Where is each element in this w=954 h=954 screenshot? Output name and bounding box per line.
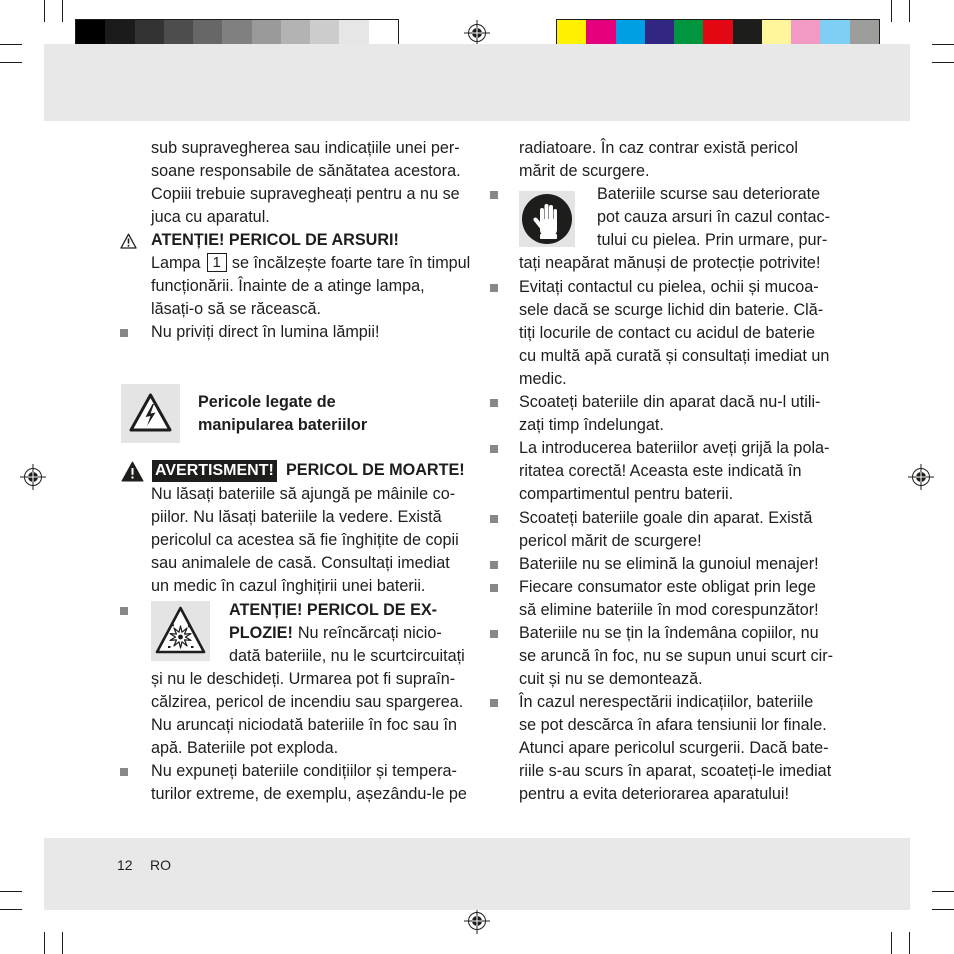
- registration-mark-icon: [464, 20, 490, 46]
- text-line: zați timp îndelungat.: [519, 416, 664, 434]
- crop-mark: [62, 0, 63, 22]
- text-line: [229, 622, 442, 645]
- text-fragment: Lampa: [151, 254, 201, 272]
- bullet-square: [490, 630, 498, 638]
- text-line: Bateriile scurse sau deteriorate: [597, 185, 821, 203]
- text-line: medic.: [519, 370, 567, 388]
- crop-mark: [0, 44, 22, 45]
- bullet-square: [490, 515, 498, 523]
- protective-gloves-icon: [519, 191, 575, 247]
- text-line: lăsați-o să se răcească.: [151, 300, 322, 318]
- text-line: Fiecare consumator este obligat prin lege: [519, 578, 816, 596]
- warning-badge: AVERTISMENT!: [152, 460, 277, 482]
- text-line: Atunci apare pericolul scurgerii. Dacă bate-: [519, 739, 829, 757]
- text-line: Nu expuneți bateriile condițiilor și tempera-: [151, 762, 457, 780]
- text-line: pericol mărit de scurgere!: [519, 532, 702, 550]
- text-line: radiatoare. În caz contrar există pericol: [519, 139, 798, 157]
- warning-filled-icon: [121, 461, 144, 482]
- text-line: Scoateți bateriile goale din aparat. Există: [519, 509, 813, 527]
- text-line: turilor extreme, de exemplu, așezându-le pe: [151, 785, 467, 803]
- bullet-square: [490, 699, 498, 707]
- crop-mark: [44, 932, 45, 954]
- text-line: compartimentul pentru baterii.: [519, 485, 734, 503]
- bullet-square: [490, 584, 498, 592]
- text-line: riile s-au scurs în aparat, scoateți-le imediat: [519, 762, 832, 780]
- section-title: Pericole legate de: [198, 393, 336, 411]
- text-line: sau animalele de casă. Consultați imediat: [151, 554, 450, 572]
- part-reference-number: 1: [207, 253, 227, 272]
- bullet-square: [490, 191, 498, 199]
- explosion-warning-title: ATENȚIE! PERICOL DE EX-: [229, 601, 438, 619]
- header-band: [44, 44, 910, 121]
- text-line: călzirea, pericol de incendiu sau spargerea.: [151, 693, 464, 711]
- crop-mark: [932, 44, 954, 45]
- text-line: juca cu aparatul.: [151, 208, 270, 226]
- language-code: RO: [150, 857, 171, 873]
- explosion-hazard-icon: [151, 601, 210, 661]
- bullet-square: [490, 284, 498, 292]
- bullet-square: [120, 607, 128, 615]
- crop-mark: [891, 932, 892, 954]
- text-line: și nu le deschideți. Urmarea pot fi supraîn-: [151, 670, 456, 688]
- text-line: pot cauza arsuri în cazul contac-: [597, 208, 831, 226]
- text-line: sub supravegherea sau indicațiile unei per-: [151, 139, 460, 157]
- bullet-square: [490, 561, 498, 569]
- crop-mark: [909, 932, 910, 954]
- text-line: un medic în cazul înghițirii unei baterii.: [151, 577, 426, 595]
- text-line: cu multă apă curată și consultați imediat un: [519, 347, 830, 365]
- text-line: se pot descărca în afara tensiunii lor finale.: [519, 716, 827, 734]
- text-line: Bateriile nu se țin la îndemâna copiilor, nu: [519, 624, 819, 642]
- crop-mark: [909, 0, 910, 22]
- text-fragment: Nu reîncărcați nicio-: [297, 624, 442, 642]
- registration-mark-icon: [464, 908, 490, 934]
- page-number: 12: [117, 857, 133, 873]
- text-line: La introducerea bateriilor aveți grijă la pola-: [519, 439, 830, 457]
- text-line: Copiii trebuie supravegheați pentru a nu se: [151, 185, 460, 203]
- warning-triangle-icon: [120, 233, 137, 249]
- text-line: cuit și nu se demontează.: [519, 670, 703, 688]
- text-line: piilor. Nu lăsați bateriile la vedere. Există: [151, 508, 442, 526]
- crop-mark: [932, 62, 954, 63]
- text-line: pentru a evita deteriorarea aparatului!: [519, 785, 789, 803]
- text-line: În cazul nerespectării indicațiilor, bateriile: [519, 693, 814, 711]
- text-line: soane responsabile de sănătatea acestora.: [151, 162, 461, 180]
- text-line: Nu aruncați niciodată bateriile în foc sau în: [151, 716, 457, 734]
- explosion-warning-title-end: PLOZIE!: [229, 624, 293, 642]
- bullet-square: [120, 329, 128, 337]
- text-line: funcționării. Înainte de a atinge lampa,: [151, 277, 425, 295]
- registration-mark-icon: [20, 464, 46, 490]
- text-line: tiți locurile de contact cu acidul de baterie: [519, 324, 816, 342]
- crop-mark: [891, 0, 892, 22]
- fatal-warning-title: PERICOL DE MOARTE!: [286, 461, 465, 479]
- crop-mark: [932, 891, 954, 892]
- crop-mark: [0, 891, 22, 892]
- bullet-square: [490, 399, 498, 407]
- text-line: sele dacă se scurge lichid din baterie. Clă-: [519, 301, 824, 319]
- crop-mark: [0, 62, 22, 63]
- crop-mark: [0, 909, 22, 910]
- text-line: Evitați contactul cu pielea, ochii și mucoa-: [519, 278, 819, 296]
- section-title: manipularea bateriilor: [198, 416, 368, 434]
- footer-band: [44, 838, 910, 910]
- text-line: Scoateți bateriile din aparat dacă nu-l utili-: [519, 393, 821, 411]
- text-line: apă. Bateriile pot exploda.: [151, 739, 339, 757]
- text-line: pericolul ca acestea să fie înghițite de copii: [151, 531, 459, 549]
- electric-hazard-icon: [121, 384, 180, 443]
- registration-mark-icon: [908, 464, 934, 490]
- text-line: mărit de scurgere.: [519, 162, 650, 180]
- bullet-square: [120, 768, 128, 776]
- text-line: Nu lăsați bateriile să ajungă pe mâinile co-: [151, 485, 456, 503]
- text-line: Nu priviți direct în lumina lămpii!: [151, 323, 380, 341]
- text-line: tului cu pielea. Prin urmare, pur-: [597, 231, 828, 249]
- crop-mark: [932, 909, 954, 910]
- text-line: ritatea corectă! Aceasta este indicată în: [519, 462, 802, 480]
- burn-warning-title: ATENȚIE! PERICOL DE ARSURI!: [151, 231, 399, 249]
- text-line: dată bateriile, nu le scurtcircuitați: [229, 647, 465, 665]
- text-line: [151, 252, 470, 275]
- text-line: să elimine bateriile în mod corespunzător!: [519, 601, 819, 619]
- text-fragment: se încălzește foarte tare în timpul: [231, 254, 471, 272]
- text-line: se aruncă în foc, nu se supun unui scurt cir-: [519, 647, 834, 665]
- crop-mark: [44, 0, 45, 22]
- text-line: Bateriile nu se elimină la gunoiul menajer!: [519, 555, 819, 573]
- text-line: tați neapărat mănuși de protecție potrivite!: [519, 254, 821, 272]
- bullet-square: [490, 445, 498, 453]
- crop-mark: [62, 932, 63, 954]
